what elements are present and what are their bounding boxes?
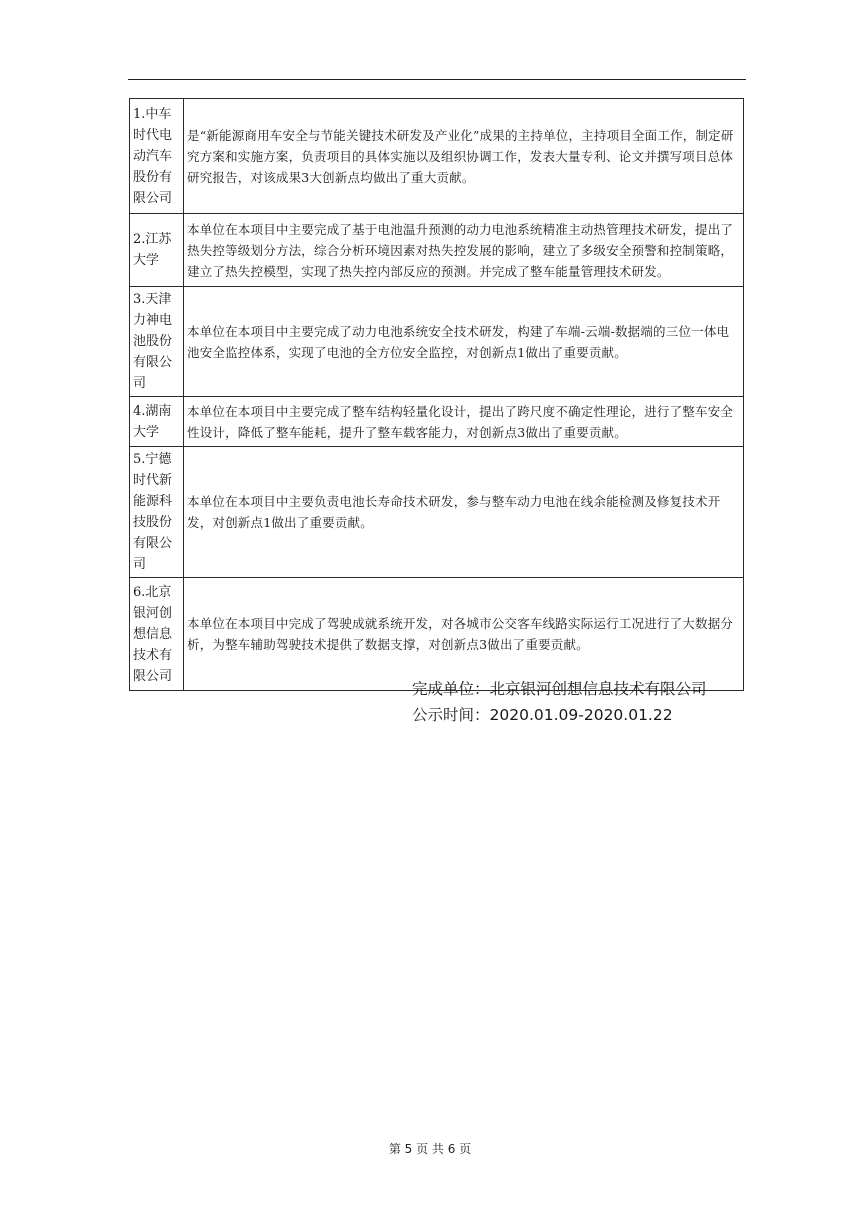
header-rule — [128, 79, 746, 80]
completion-info — [412, 676, 707, 728]
page-number: 第 5 页 共 6 页 — [388, 1142, 472, 1156]
contribution-cell: 本单位在本项目中主要完成了基于电池温升预测的动力电池系统精准主动热管理技术研发，提出了热失控等级划分方法，综合分析环境因素对热失控发展的影响，建立了多级安全预警和控制策略，建立了热失控模型，实现了热失控内部反应的预测。并完成了整车能量管理技术研发。 — [184, 214, 744, 287]
contribution-table — [129, 98, 744, 691]
unit-name-cell: 3.天津力神电池股份有限公司 — [130, 287, 184, 397]
table-row — [130, 99, 744, 214]
contribution-cell: 是“新能源商用车安全与节能关键技术研发及产业化”成果的主持单位，主持项目全面工作，制定研究方案和实施方案，负责项目的具体实施以及组织协调工作，发表大量专利、论文并撰写项目总体研究报告，对该成果3大创新点均做出了重大贡献。 — [184, 99, 744, 214]
table-row — [130, 214, 744, 287]
contribution-cell: 本单位在本项目中主要完成了整车结构轻量化设计，提出了跨尺度不确定性理论，进行了整车安全性设计，降低了整车能耗，提升了整车载客能力，对创新点3做出了重要贡献。 — [184, 397, 744, 447]
table-row — [130, 287, 744, 397]
table-row — [130, 447, 744, 578]
unit-name-cell: 6.北京银河创想信息技术有限公司 — [130, 578, 184, 691]
contribution-cell: 本单位在本项目中完成了驾驶成就系统开发，对各城市公交客车线路实际运行工况进行了大数据分析，为整车辅助驾驶技术提供了数据支撑，对创新点3做出了重要贡献。 — [184, 578, 744, 691]
table-row — [130, 397, 744, 447]
unit-name-cell: 2.江苏大学 — [130, 214, 184, 287]
unit-name-cell: 5.宁德时代新能源科技股份有限公司 — [130, 447, 184, 578]
contribution-cell: 本单位在本项目中主要完成了动力电池系统安全技术研发，构建了车端-云端-数据端的三位一体电池安全监控体系，实现了电池的全方位安全监控，对创新点1做出了重要贡献。 — [184, 287, 744, 397]
table-row — [130, 578, 744, 691]
completion-unit: 完成单位：北京银河创想信息技术有限公司 — [412, 680, 707, 698]
unit-name-cell: 4.湖南大学 — [130, 397, 184, 447]
unit-name-cell: 1.中车时代电动汽车股份有限公司 — [130, 99, 184, 214]
publicity-period: 公示时间：2020.01.09-2020.01.22 — [412, 706, 673, 724]
contribution-cell: 本单位在本项目中主要负责电池长寿命技术研发，参与整车动力电池在线余能检测及修复技术开发，对创新点1做出了重要贡献。 — [184, 447, 744, 578]
